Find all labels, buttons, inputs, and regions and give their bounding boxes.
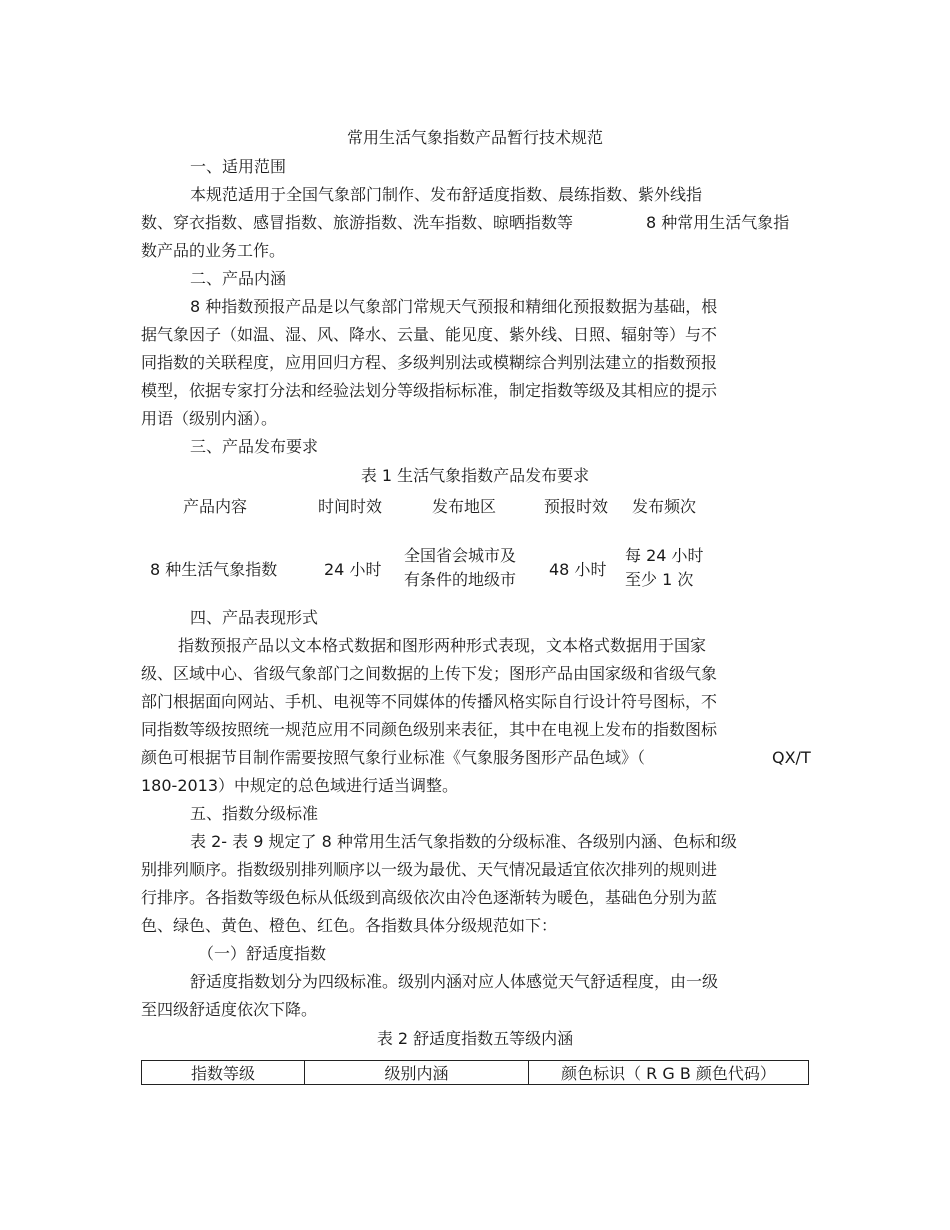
paragraph-line: 级、区域中心、省级气象部门之间数据的上传下发；图形产品由国家级和省级气象 xyxy=(141,664,718,683)
paragraph-line: 别排列顺序。指数级别排列顺序以一级为最优、天气情况最适宜依次排列的规则进 xyxy=(141,860,718,879)
paragraph-line: 8 种常用生活气象指 xyxy=(646,213,790,232)
table-1-header-cell: 时间时效 xyxy=(318,497,383,516)
paragraph-line: 据气象因子（如温、湿、风、降水、云量、能见度、紫外线、日照、辐射等）与不 xyxy=(141,325,718,344)
section-3-heading: 三、产品发布要求 xyxy=(190,437,319,456)
table-1-cell: 每 24 小时 xyxy=(625,546,704,565)
table-1-header-cell: 产品内容 xyxy=(183,497,248,516)
paragraph-line: 数、穿衣指数、感冒指数、旅游指数、洗车指数、晾晒指数等 xyxy=(141,213,574,232)
paragraph-line: QX/T xyxy=(772,748,811,767)
section-1-heading: 一、适用范围 xyxy=(190,157,287,176)
table-1-cell: 至少 1 次 xyxy=(625,570,694,589)
table-1-cell: 全国省会城市及 xyxy=(404,546,517,565)
table-2-header-cell: 颜色标识（ R G B 颜色代码） xyxy=(529,1061,809,1085)
document-title: 常用生活气象指数产品暂行技术规范 xyxy=(346,128,603,147)
table-2 xyxy=(141,1060,809,1085)
paragraph-line: 舒适度指数划分为四级标准。级别内涵对应人体感觉天气舒适程度，由一级 xyxy=(190,972,719,991)
section-5-heading: 五、指数分级标准 xyxy=(190,804,319,823)
paragraph-line: 行排序。各指数等级色标从低级到高级依次由冷色逐渐转为暖色，基础色分别为蓝 xyxy=(141,888,718,907)
paragraph-line: 8 种指数预报产品是以气象部门常规天气预报和精细化预报数据为基础，根 xyxy=(190,297,718,316)
table-1-title: 表 1 生活气象指数产品发布要求 xyxy=(360,466,590,485)
table-2-title: 表 2 舒适度指数五等级内涵 xyxy=(376,1029,574,1048)
paragraph-line: 用语（级别内涵）。 xyxy=(141,409,278,428)
paragraph-line: 指数预报产品以文本格式数据和图形两种形式表现，文本格式数据用于国家 xyxy=(178,636,707,655)
paragraph-line: 同指数的关联程度，应用回归方程、多级判别法或模糊综合判别法建立的指数预报 xyxy=(141,353,718,372)
section-2-heading: 二、产品内涵 xyxy=(190,269,287,288)
paragraph-line: 色、绿色、黄色、橙色、红色。各指数具体分级规范如下： xyxy=(141,916,558,935)
paragraph-line: 本规范适用于全国气象部门制作、发布舒适度指数、晨练指数、紫外线指 xyxy=(190,185,703,204)
table-2-header-row xyxy=(142,1061,809,1085)
table-1-cell: 有条件的地级市 xyxy=(404,570,517,589)
table-1-header-cell: 发布地区 xyxy=(432,497,497,516)
paragraph-line: 颜色可根据节目制作需要按照气象行业标准《气象服务图形产品色域》（ xyxy=(141,748,646,767)
paragraph-line: 部门根据面向网站、手机、电视等不同媒体的传播风格实际自行设计符号图标，不 xyxy=(141,692,718,711)
table-2-header-cell: 指数等级 xyxy=(142,1061,305,1085)
table-1-header-cell: 发布频次 xyxy=(632,497,697,516)
paragraph-line: 数产品的业务工作。 xyxy=(141,241,286,260)
table-1-cell: 48 小时 xyxy=(549,560,607,579)
subsection-heading: （一）舒适度指数 xyxy=(198,944,327,963)
table-2-header-cell: 级别内涵 xyxy=(305,1061,529,1085)
paragraph-line: 表 2- 表 9 规定了 8 种常用生活气象指数的分级标准、各级别内涵、色标和级 xyxy=(190,832,737,851)
section-4-heading: 四、产品表现形式 xyxy=(190,608,319,627)
table-1-cell: 24 小时 xyxy=(324,560,382,579)
table-1-cell: 8 种生活气象指数 xyxy=(150,560,278,579)
paragraph-line: 至四级舒适度依次下降。 xyxy=(141,1000,318,1019)
table-1-header-cell: 预报时效 xyxy=(544,497,609,516)
paragraph-line: 模型，依据专家打分法和经验法划分等级指标标准，制定指数等级及其相应的提示 xyxy=(141,381,718,400)
paragraph-line: 同指数等级按照统一规范应用不同颜色级别来表征，其中在电视上发布的指数图标 xyxy=(141,720,718,739)
paragraph-line: 180-2013）中规定的总色域进行适当调整。 xyxy=(141,776,459,795)
